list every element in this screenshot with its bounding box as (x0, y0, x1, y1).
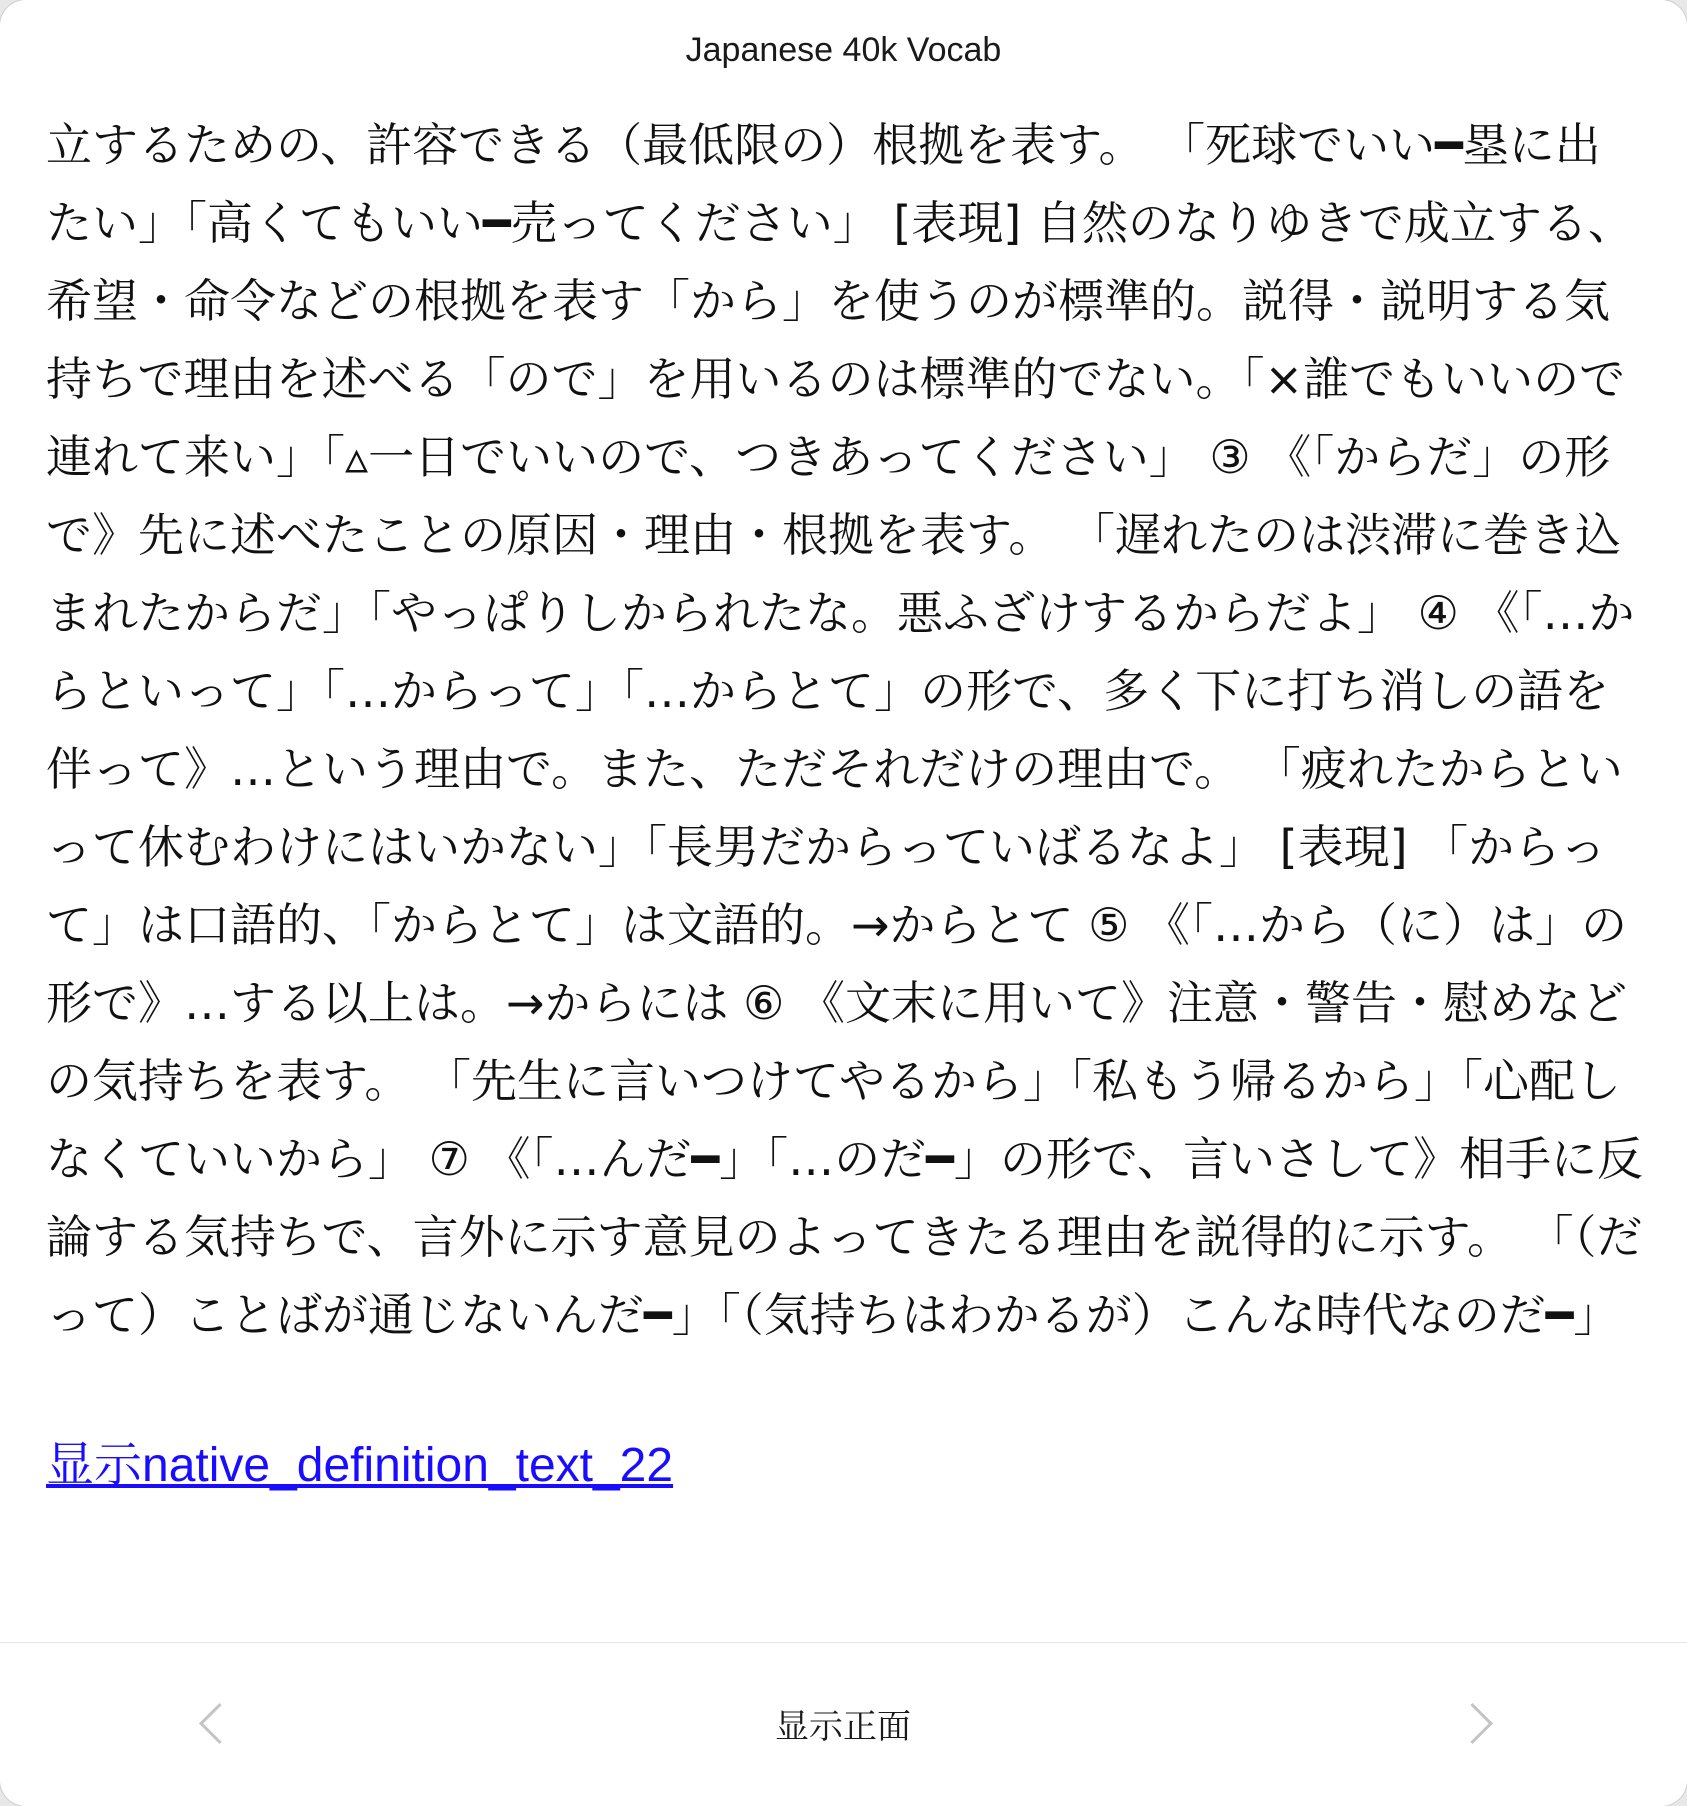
title-bar (0, 0, 1687, 96)
show-front-button[interactable]: 显示正面 (775, 1706, 911, 1747)
chevron-left-icon (198, 1702, 239, 1743)
next-card-button[interactable] (1448, 1683, 1508, 1763)
definition-text: 立するための、許容できる（最低限の）根拠を表す。 「死球でいい━塁に出たい」「高くてもいい━売ってください」 [表現] 自然のなりゆきで成立する、希望・命令などの根拠を表す「から」を使うのが標準的。説得・説明する気持ちで理由を述べる「ので」を用いるのは標準的でない。「×誰でもいいので連れて来い」「▵一日でいいので、つきあってください」 ③ 《「からだ」の形で》先に述べたことの原因・理由・根拠を表す。 「遅れたのは渋滞に巻き込まれたからだ」「やっぱりしかられたな。悪ふざけするからだよ」 ④ 《「…からといって」「…からって」「…からとて」の形で、多く下に打ち消しの語を伴って》…という理由で。また、ただそれだけの理由で。 「疲れたからといって休むわけにはいかない」「長男だからっていばるなよ」 [表現] 「からって」は口語的、「からとて」は文語的。→からとて ⑤ 《「…から（に）は」の形で》…する以上は。→からには ⑥ 《文末に用いて》注意・警告・慰めなどの気持ちを表す。 「先生に言いつけてやるから」「私もう帰るから」「心配しなくていいから」 ⑦ 《「…んだ━」「…のだ━」の形で、言いさして》相手に反論する気持ちで、言外に示す意見のよってきたる理由を説得的に示す。 「（だって）ことばが通じないんだ━」「（気持ちはわかるが）こんな時代なのだ━」 (46, 118, 1643, 1342)
previous-card-button[interactable] (183, 1683, 243, 1763)
chevron-right-icon (1451, 1702, 1492, 1743)
window-title: Japanese 40k Vocab (685, 30, 1002, 69)
card-content[interactable] (46, 106, 1646, 1636)
show-native-definition-link[interactable]: 显示native_definition_text_22 (46, 1439, 674, 1492)
bottom-bar (0, 1643, 1687, 1806)
